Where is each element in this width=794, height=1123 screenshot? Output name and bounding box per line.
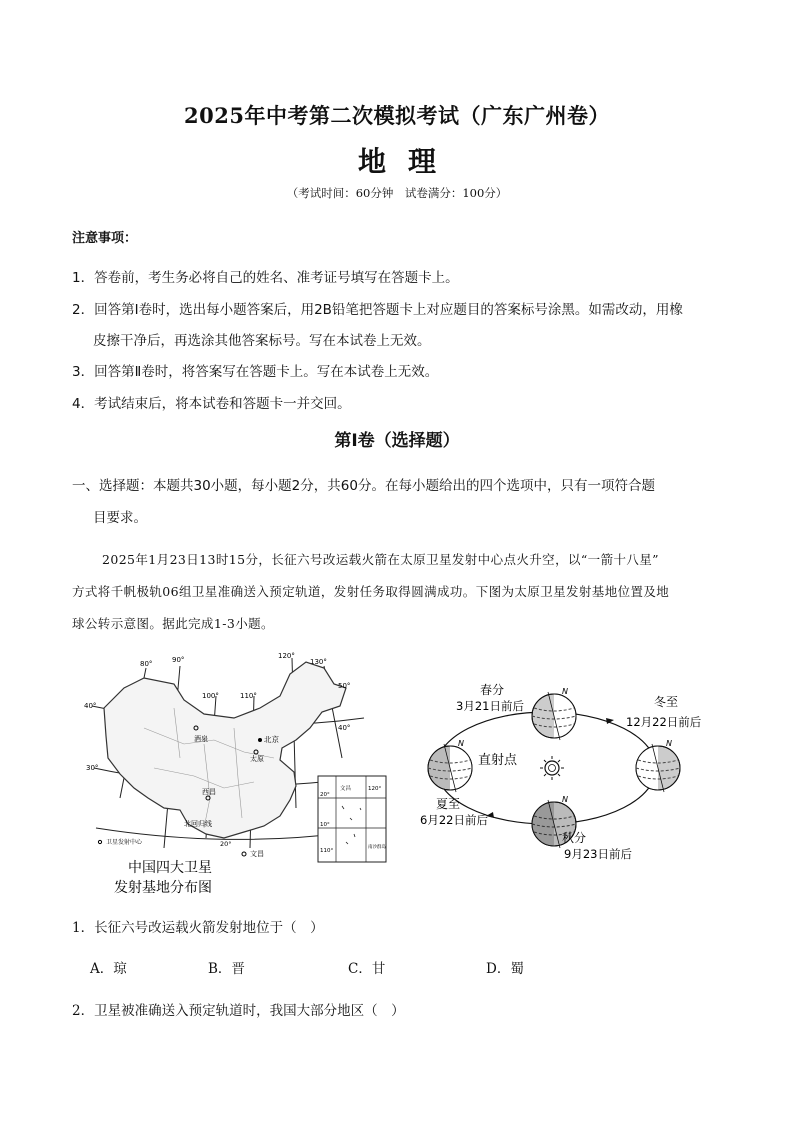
map-caption-2: 发射基地分布图 bbox=[114, 880, 212, 896]
legend-symbol bbox=[98, 840, 101, 843]
earth-spring-equinox bbox=[532, 687, 576, 740]
lon-label-130: 130° bbox=[310, 658, 327, 666]
question-1-option-c: C．甘 bbox=[348, 961, 386, 977]
winter-label: 冬至 bbox=[654, 695, 679, 709]
beijing-marker bbox=[258, 738, 262, 742]
lon-label-110: 110° bbox=[240, 692, 257, 700]
passage-line-3: 球公转示意图。据此完成1-3小题。 bbox=[72, 616, 274, 631]
spring-date: 3月21日前后 bbox=[456, 699, 524, 713]
lon-label-80: 80° bbox=[140, 660, 153, 668]
axis-n-spring: N bbox=[562, 687, 568, 696]
earth-revolution-diagram bbox=[420, 664, 720, 864]
place-xichang: 西昌 bbox=[202, 788, 216, 796]
section-instruction-cont: 目要求。 bbox=[93, 510, 147, 526]
inset-lat-20: 20° bbox=[320, 792, 330, 798]
lat-label-20: 20° bbox=[220, 840, 232, 848]
axis-n-autumn: N bbox=[562, 795, 568, 804]
question-1-option-d: D．蜀 bbox=[486, 961, 524, 977]
question-1-stem: 1．长征六号改运载火箭发射地位于（ ） bbox=[72, 920, 324, 936]
subsolar-point-label: 直射点 bbox=[478, 753, 518, 768]
inset-wenchang: 文昌 bbox=[340, 786, 352, 792]
earth-summer-solstice bbox=[428, 739, 472, 792]
passage-line-1: 2025年1月23日13时15分，长征六号改运载火箭在太原卫星发射中心点火升空，以“一箭十八星” bbox=[102, 552, 659, 567]
inset-lat-10: 10° bbox=[320, 822, 330, 828]
spring-label: 春分 bbox=[480, 683, 505, 697]
note-item-2: 2．回答第Ⅰ卷时，选出每小题答案后，用2B铅笔把答题卡上对应题目的答案标号涂黑。如需改动，用橡 bbox=[72, 302, 683, 318]
subject-title: 地理 bbox=[357, 145, 458, 178]
note-item-1: 1．答卷前，考生务必将自己的姓名、准考证号填写在答题卡上。 bbox=[72, 270, 459, 286]
lon-label-90: 90° bbox=[172, 656, 185, 664]
question-1-option-b: B．晋 bbox=[208, 961, 245, 977]
note-item-3: 3．回答第Ⅱ卷时，将答案写在答题卡上。写在本试卷上无效。 bbox=[72, 364, 439, 380]
lat-label-40-right: 40° bbox=[338, 724, 351, 732]
lat-label-40-left: 40° bbox=[84, 702, 97, 710]
note-item-2-cont: 皮擦干净后，再选涂其他答案标号。写在本试卷上无效。 bbox=[93, 333, 431, 349]
axis-n-summer: N bbox=[458, 739, 464, 748]
lon-label-120: 120° bbox=[278, 652, 295, 660]
inset-lon-120: 120° bbox=[368, 786, 382, 792]
question-1-option-a: A．琼 bbox=[90, 961, 127, 977]
winter-date: 12月22日前后 bbox=[626, 715, 702, 729]
section-title: 第Ⅰ卷（选择题） bbox=[334, 431, 460, 451]
lon-label-100: 100° bbox=[202, 692, 219, 700]
note-item-4: 4．考试结束后，将本试卷和答题卡一并交回。 bbox=[72, 396, 351, 412]
south-china-sea-inset bbox=[318, 776, 386, 862]
lat-label-50-right: 50° bbox=[338, 682, 351, 690]
question-2-stem: 2．卫星被准确送入预定轨道时，我国大部分地区（ ） bbox=[72, 1003, 405, 1019]
wenchang-marker bbox=[242, 852, 246, 856]
autumn-date: 9月23日前后 bbox=[564, 847, 632, 861]
exam-info: （考试时间：60分钟 试卷满分：100分） bbox=[286, 186, 508, 200]
autumn-label: 秋分 bbox=[562, 831, 587, 845]
axis-n-winter: N bbox=[666, 739, 672, 748]
inset-lon-110: 110° bbox=[320, 848, 334, 854]
passage-line-2: 方式将千帆极轨06组卫星准确送入预定轨道，发射任务取得圆满成功。下图为太原卫星发射基地位置及地 bbox=[72, 584, 670, 599]
place-beijing: 北京 bbox=[264, 735, 279, 744]
place-wenchang: 文昌 bbox=[250, 850, 264, 858]
place-jiuquan: 酒泉 bbox=[194, 735, 208, 743]
summer-label: 夏至 bbox=[436, 797, 461, 811]
inset-nansha: 南沙群岛 bbox=[368, 845, 386, 850]
lat-label-30-left: 30° bbox=[86, 764, 99, 772]
map-caption-1: 中国四大卫星 bbox=[128, 860, 212, 876]
map-legend: 卫星发射中心 bbox=[106, 839, 143, 846]
earth-winter-solstice bbox=[636, 739, 680, 792]
place-taiyuan: 太原 bbox=[250, 755, 264, 763]
china-launch-sites-map bbox=[84, 648, 396, 896]
sun-icon bbox=[540, 756, 564, 780]
section-instruction: 一、选择题：本题共30小题，每小题2分，共60分。在每小题给出的四个选项中，只有一项符合题 bbox=[72, 478, 655, 494]
tropic-label: 北回归线 bbox=[184, 820, 212, 828]
page-title: 2025年中考第二次模拟考试（广东广州卷） bbox=[184, 103, 610, 128]
notes-heading: 注意事项： bbox=[72, 231, 138, 246]
summer-date: 6月22日前后 bbox=[420, 813, 488, 827]
china-outline bbox=[104, 662, 346, 838]
